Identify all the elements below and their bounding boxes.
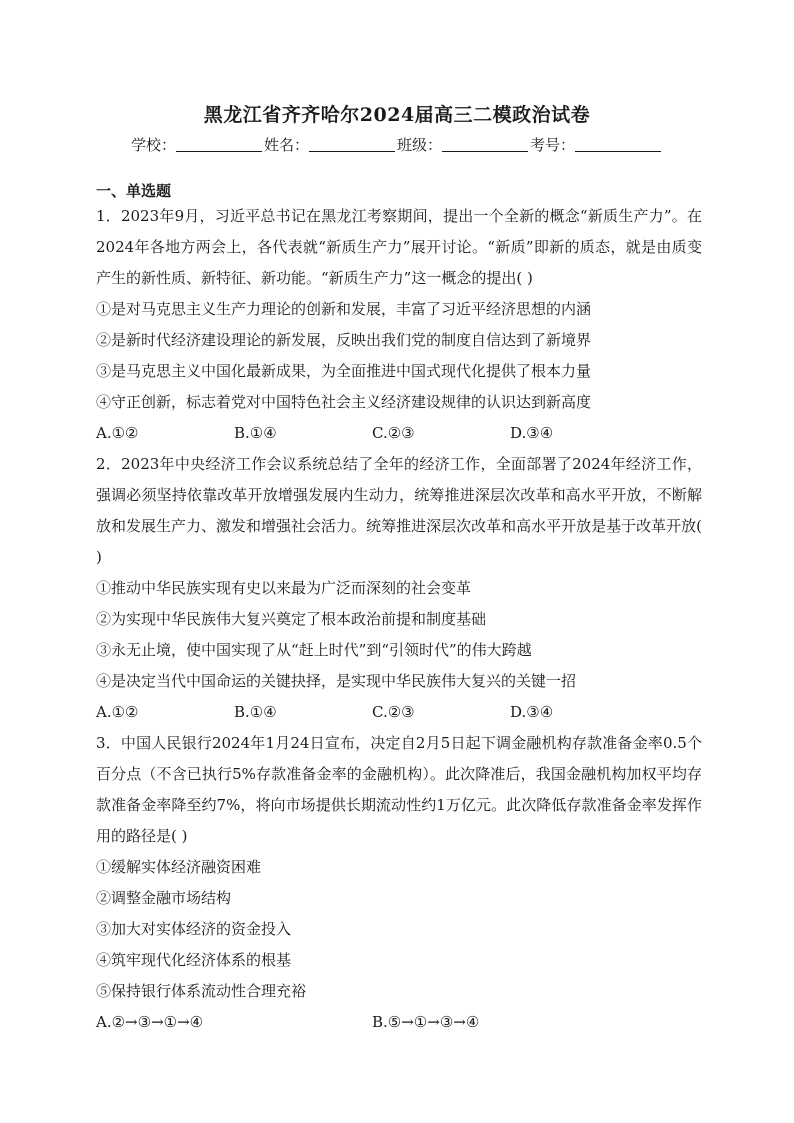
question-2-statement-2: ②为实现中华民族伟大复兴奠定了根本政治前提和制度基础 <box>96 610 487 628</box>
question-1-choice-b[interactable]: B.①④ <box>234 424 277 442</box>
question-3-statement-1: ①缓解实体经济融资困难 <box>96 858 262 876</box>
question-3-statement-3: ③加大对实体经济的资金投入 <box>96 920 292 938</box>
question-1-stem: 1．2023年9月，习近平总书记在黑龙江考察期间，提出一个全新的概念“新质生产力”。在2024年各地方两会上，各代表就“新质生产力”展开讨论。“新质”即新的质态，就是由质变产生的新性质、新特征、新功能。“新质生产力”这一概念的提出( ) <box>96 207 702 287</box>
class-blank[interactable] <box>442 137 528 152</box>
exam-number-blank[interactable] <box>575 137 661 152</box>
question-2-stem: 2．2023年中央经济工作会议系统总结了全年的经济工作，全面部署了2024年经济工作，强调必须坚持依靠改革开放增强发展内生动力，统筹推进深层次改革和高水平开放，不断解放和发展生产力、激发和增强社会活力。统筹推进深层次改革和高水平开放是基于改革开放( ) <box>96 455 702 566</box>
question-2-statement-3: ③永无止境，使中国实现了从“赶上时代”到“引领时代”的伟大跨越 <box>96 641 532 659</box>
school-blank[interactable] <box>176 137 262 152</box>
question-2-choice-a[interactable]: A.①② <box>96 703 139 721</box>
question-1-choice-a[interactable]: A.①② <box>96 424 139 442</box>
question-3-stem: 3．中国人民银行2024年1月24日宣布，决定自2月5日起下调金融机构存款准备金率0.5个百分点（不含已执行5%存款准备金率的金融机构）。此次降准后，我国金融机构加权平均存款准备金率降至约7%，将向市场提供长期流动性约1万亿元。此次降低存款准备金率发挥作用的路径是( ) <box>96 734 702 845</box>
question-3-choices <box>96 1007 702 1038</box>
question-1-choice-d[interactable]: D.③④ <box>510 424 554 442</box>
name-blank[interactable] <box>309 137 395 152</box>
question-3-choice-a[interactable]: A.②→③→①→④ <box>96 1013 204 1031</box>
question-3-statement-4: ④筑牢现代化经济体系的根基 <box>96 951 292 969</box>
question-2-choice-c[interactable]: C.②③ <box>372 703 415 721</box>
question-3-statement-2: ②调整金融市场结构 <box>96 889 232 907</box>
question-1-statement-3: ③是马克思主义中国化最新成果，为全面推进中国式现代化提供了根本力量 <box>96 362 592 380</box>
school-label: 学校： <box>130 136 176 154</box>
question-1-statement-2: ②是新时代经济建设理论的新发展，反映出我们党的制度自信达到了新境界 <box>96 331 592 349</box>
question-3-choice-b[interactable]: B.⑤→①→③→④ <box>372 1013 480 1031</box>
question-3-statement-5: ⑤保持银行体系流动性合理充裕 <box>96 982 307 1000</box>
question-2-statement-1: ①推动中华民族实现有史以来最为广泛而深刻的社会变革 <box>96 579 472 597</box>
student-info-line <box>0 134 794 155</box>
exam-title: 黑龙江省齐齐哈尔2024届高三二模政治试卷 <box>203 104 591 126</box>
question-2-choice-d[interactable]: D.③④ <box>510 703 554 721</box>
question-1-choices <box>96 418 702 449</box>
question-1-choice-c[interactable]: C.②③ <box>372 424 415 442</box>
question-2-statement-4: ④是决定当代中国命运的关键抉择，是实现中华民族伟大复兴的关键一招 <box>96 672 577 690</box>
question-2-choices <box>96 697 702 728</box>
class-label: 班级： <box>397 136 443 154</box>
questions-area <box>96 201 702 1038</box>
question-2-choice-b[interactable]: B.①④ <box>234 703 277 721</box>
question-1-statement-1: ①是对马克思主义生产力理论的创新和发展，丰富了习近平经济思想的内涵 <box>96 300 592 318</box>
section-heading: 一、单选题 <box>96 182 172 200</box>
exam-number-label: 考号： <box>530 136 576 154</box>
name-label: 姓名： <box>263 136 309 154</box>
question-1-statement-4: ④守正创新，标志着党对中国特色社会主义经济建设规律的认识达到新高度 <box>96 393 592 411</box>
